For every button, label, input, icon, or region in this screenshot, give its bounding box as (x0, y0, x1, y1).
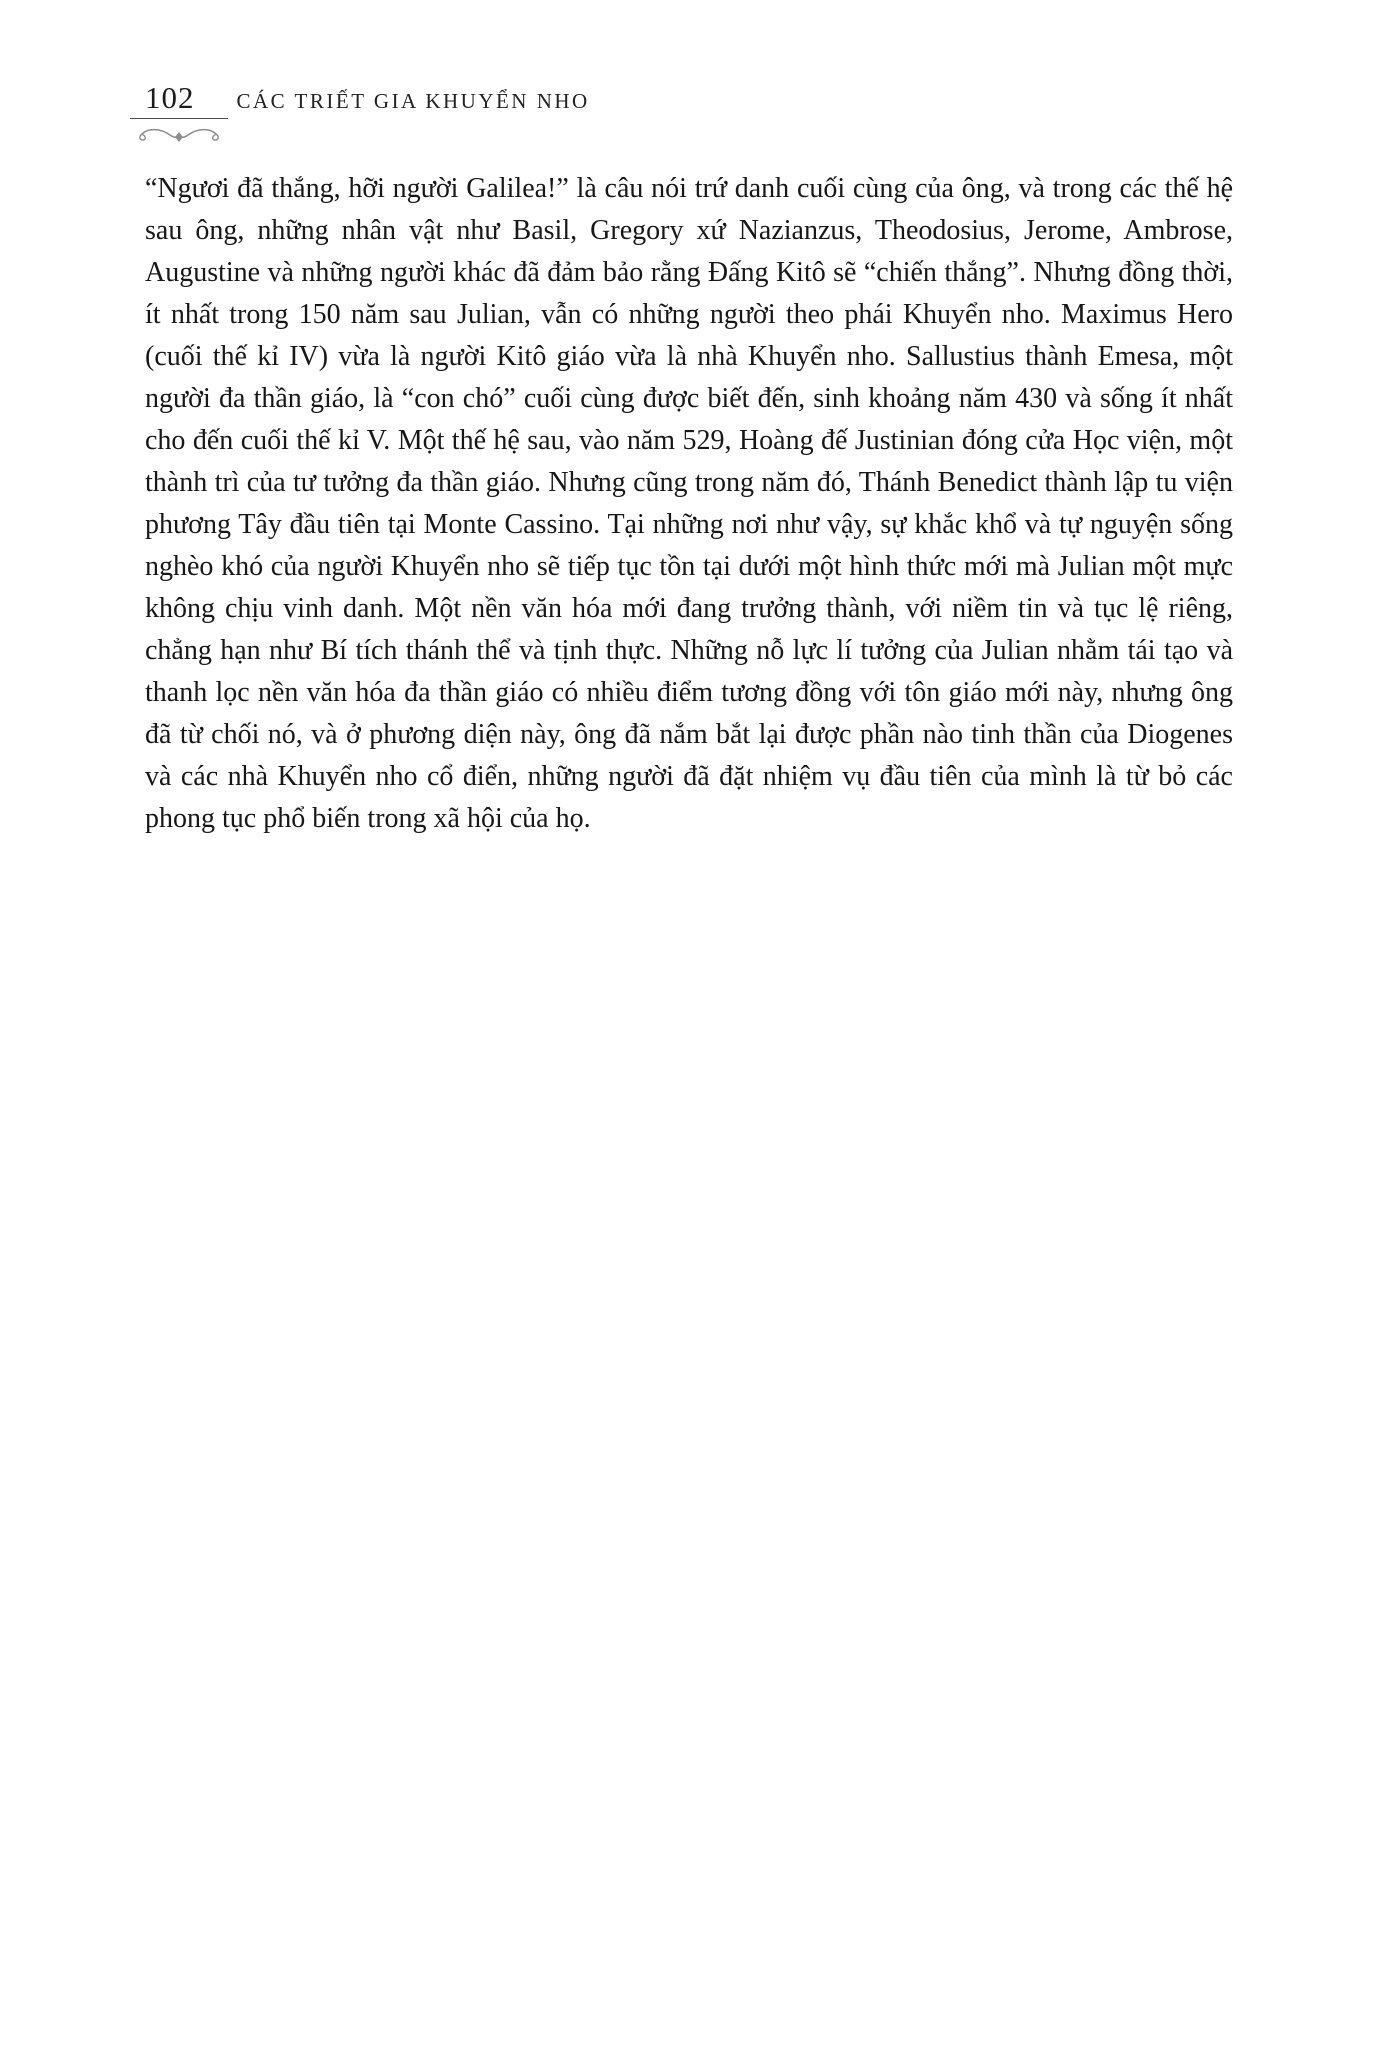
page-number: 102 (145, 80, 195, 115)
flourish-icon (136, 124, 222, 148)
page-header (145, 80, 1233, 116)
body-paragraph: “Ngươi đã thắng, hỡi người Galilea!” là câu nói trứ danh cuối cùng của ông, và trong các thế hệ sau ông, những nhân vật như Basil, Gregory xứ Nazianzus, Theodosius, Jerome, Ambrose, Augustine và những người khác đã đảm bảo rằng Đấng Kitô sẽ “chiến thắng”. Nhưng đồng thời, ít nhất trong 150 năm sau Julian, vẫn có những người theo phái Khuyển nho. Maximus Hero (cuối thế kỉ IV) vừa là người Kitô giáo vừa là nhà Khuyển nho. Sallustius thành Emesa, một người đa thần giáo, là “con chó” cuối cùng được biết đến, sinh khoảng năm 430 và sống ít nhất cho đến cuối thế kỉ V. Một thế hệ sau, vào năm 529, Hoàng đế Justinian đóng cửa Học viện, một thành trì của tư tưởng đa thần giáo. Nhưng cũng trong năm đó, Thánh Benedict thành lập tu viện phương Tây đầu tiên tại Monte Cassino. Tại những nơi như vậy, sự khắc khổ và tự nguyện sống nghèo khó của người Khuyển nho sẽ tiếp tục tồn tại dưới một hình thức mới mà Julian một mực không chịu vinh danh. Một nền văn hóa mới đang trưởng thành, với niềm tin và tục lệ riêng, chẳng hạn như Bí tích thánh thể và tịnh thực. Những nỗ lực lí tưởng của Julian nhằm tái tạo và thanh lọc nền văn hóa đa thần giáo có nhiều điểm tương đồng với tôn giáo mới này, nhưng ông đã từ chối nó, và ở phương diện này, ông đã nắm bắt lại được phần nào tinh thần của Diogenes và các nhà Khuyển nho cổ điển, những người đã đặt nhiệm vụ đầu tiên của mình là từ bỏ các phong tục phổ biến trong xã hội của họ. (145, 173, 1233, 834)
running-title: CÁC TRIẾT GIA KHUYỂN NHO (236, 89, 590, 113)
header-rule (130, 118, 228, 119)
